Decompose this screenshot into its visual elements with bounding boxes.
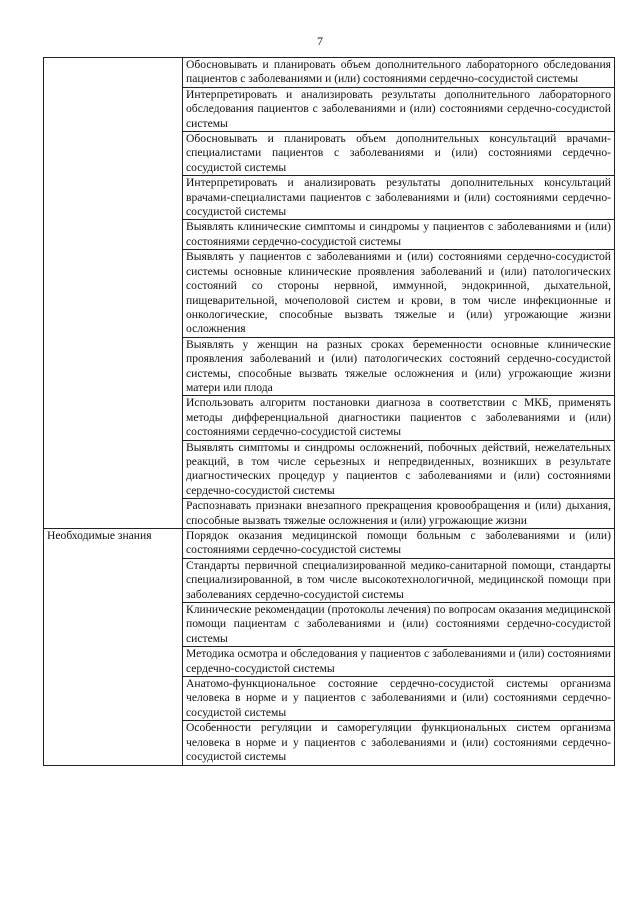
row-text: Выявлять у пациентов с заболеваниями и (или) состояниями сердечно-сосудистой системы основные клинические проявления заболеваний и (или) патологических состояний со стороны нервной, иммунной, эндокринной, дыхательной, пищеварительной, мочеполовой систем и крови, в том числе инфекционные и онкологические, способные вызвать тяжелые и (или) угрожающие жизни осложнения bbox=[186, 250, 611, 336]
row-text: Интерпретировать и анализировать результаты дополнительного лабораторного обследования пациентов с заболеваниями и (или) состояниями сердечно-сосудистой системы bbox=[186, 87, 611, 130]
row-text-cell bbox=[183, 250, 615, 337]
page-number: 7 bbox=[317, 34, 323, 48]
row-text: Использовать алгоритм постановки диагноза в соответствии с МКБ, применять методы дифференциальной диагностики пациентов с заболеваниями и (или) состояниями сердечно-сосудистой системы bbox=[186, 396, 611, 439]
row-text: Выявлять клинические симптомы и синдромы у пациентов с заболеваниями и (или) состояниями сердечно-сосудистой системы bbox=[186, 220, 611, 248]
row-label-cell bbox=[44, 58, 183, 529]
row-text: Интерпретировать и анализировать результаты дополнительных консультаций врачами-специалистами пациентов с заболеваниями и (или) состояниями сердечно-сосудистой системы bbox=[186, 176, 611, 219]
row-text-cell bbox=[183, 337, 615, 396]
row-text: Стандарты первичной специализированной медико-санитарной помощи, стандарты специализированной, в том числе высокотехнологичной, медицинской помощи при заболеваниях сердечно-сосудистой системы bbox=[186, 558, 611, 601]
row-text: Методика осмотра и обследования у пациентов с заболеваниями и (или) состояниями сердечно-сосудистой системы bbox=[186, 647, 611, 675]
row-text: Обосновывать и планировать объем дополнительного лабораторного обследования пациентов с заболеваниями и (или) состояниями сердечно-сосудистой системы bbox=[186, 58, 611, 86]
row-text-cell bbox=[183, 558, 615, 602]
table-row bbox=[44, 529, 615, 559]
row-text-cell bbox=[183, 176, 615, 220]
row-text-cell bbox=[183, 499, 615, 529]
row-text-cell bbox=[183, 721, 615, 765]
row-text: Выявлять у женщин на разных сроках беременности основные клинические проявления заболеваний и (или) патологических состояний сердечно-сосудистой системы, способные вызвать тяжелые осложнения и (или) угрожающие жизни матери или плода bbox=[186, 337, 611, 394]
row-text-cell bbox=[183, 647, 615, 677]
row-text: Особенности регуляции и саморегуляции функциональных систем организма человека в норме и у пациентов с заболеваниями и (или) состояниями сердечно-сосудистой системы bbox=[186, 721, 611, 764]
row-text-cell bbox=[183, 58, 615, 88]
row-text-cell bbox=[183, 396, 615, 440]
row-text: Клинические рекомендации (протоколы лечения) по вопросам оказания медицинской помощи пациентам с заболеваниями и (или) состояниями сердечно-сосудистой системы bbox=[186, 603, 611, 645]
row-text-cell bbox=[183, 603, 615, 647]
row-text: Анатомо-функциональное состояние сердечно-сосудистой системы организма человека в норме и у пациентов с заболеваниями и (или) состояниями сердечно-сосудистой системы bbox=[186, 677, 611, 719]
competency-table bbox=[43, 57, 615, 766]
row-text-cell bbox=[183, 132, 615, 176]
row-text: Выявлять симптомы и синдромы осложнений, побочных действий, нежелательных реакций, в том числе серьезных и непредвиденных, возникших в результате диагностических процедур у пациентов с заболеваниями и (или) состояниями сердечно-сосудистой системы bbox=[186, 440, 611, 497]
row-text-cell bbox=[183, 677, 615, 721]
row-label-cell bbox=[44, 529, 183, 766]
row-text: Порядок оказания медицинской помощи больным с заболеваниями и (или) состояниями сердечно-сосудистой системы bbox=[186, 529, 611, 557]
row-text-cell bbox=[183, 220, 615, 250]
row-label: Необходимые знания bbox=[47, 529, 152, 542]
row-text-cell bbox=[183, 440, 615, 499]
row-text: Обосновывать и планировать объем дополнительных консультаций врачами-специалистами пациентов с заболеваниями и (или) состояниями сердечно-сосудистой системы bbox=[186, 132, 611, 174]
row-text: Распознавать признаки внезапного прекращения кровообращения и (или) дыхания, способные вызвать тяжелые осложнения и (или) угрожающие жизни bbox=[186, 499, 611, 527]
row-text-cell bbox=[183, 529, 615, 559]
row-text-cell bbox=[183, 87, 615, 131]
table-row bbox=[44, 58, 615, 88]
